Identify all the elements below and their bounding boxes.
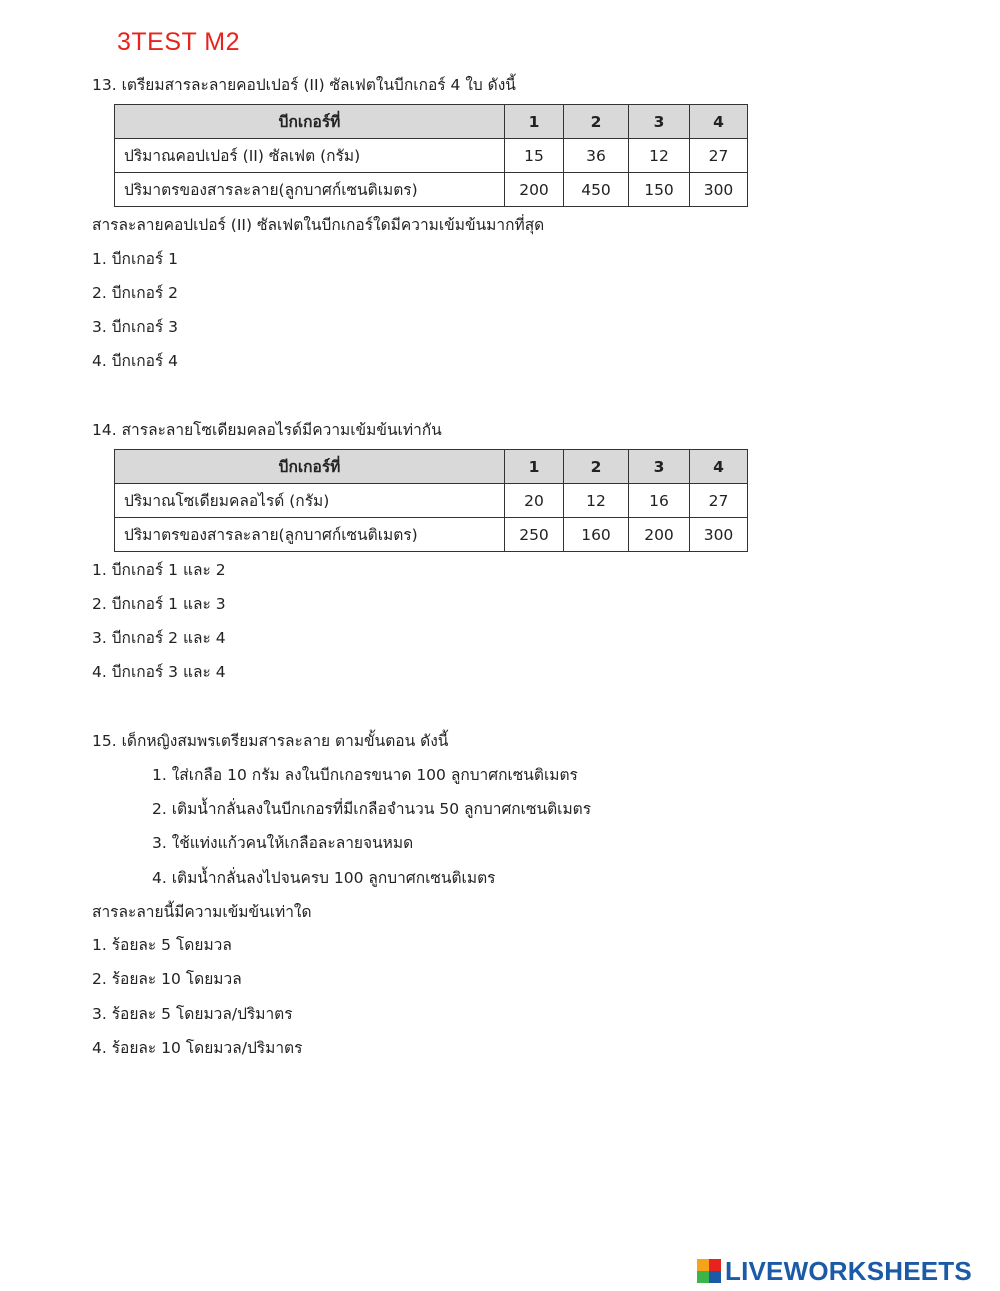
table-cell: 36: [564, 139, 629, 173]
question-13-text: 13. เตรียมสารละลายคอปเปอร์ (II) ซัลเฟตในบีกเกอร์ 4 ใบ ดังนี้: [92, 76, 516, 94]
question-13-prompt: สารละลายคอปเปอร์ (II) ซัลเฟตในบีกเกอร์ใดมีความเข้มข้นมากที่สุด: [92, 216, 545, 234]
answer-option[interactable]: 1. บีกเกอร์ 1 และ 2: [92, 561, 226, 579]
question-15-prompt: สารละลายนี้มีความเข้มข้นเท่าใด: [92, 903, 312, 921]
table-header-row: [115, 450, 748, 484]
table-cell: 16: [629, 484, 690, 518]
table-cell: ปริมาณโซเดียมคลอไรด์ (กรัม): [115, 484, 505, 518]
table-header-cell: 4: [690, 450, 748, 484]
table-cell: ปริมาตรของสารละลาย(ลูกบาศก์เซนติเมตร): [115, 518, 505, 552]
table-cell: 300: [690, 173, 748, 207]
table-cell: 250: [505, 518, 564, 552]
table-row: [115, 173, 748, 207]
answer-option[interactable]: 2. ร้อยละ 10 โดยมวล: [92, 970, 242, 988]
procedure-step: 3. ใช้แท่งแก้วคนให้เกลือละลายจนหมด: [152, 834, 414, 852]
table-cell: 300: [690, 518, 748, 552]
table-header-cell: 3: [629, 105, 690, 139]
answer-option[interactable]: 3. บีกเกอร์ 2 และ 4: [92, 629, 226, 647]
answer-option[interactable]: 1. ร้อยละ 5 โดยมวล: [92, 936, 232, 954]
table-cell: 450: [564, 173, 629, 207]
answer-option[interactable]: 4. บีกเกอร์ 4: [92, 352, 179, 370]
question-14-table: [114, 449, 748, 552]
table-cell: 200: [505, 173, 564, 207]
question-15-text: 15. เด็กหญิงสมพรเตรียมสารละลาย ตามขั้นตอน ดังนี้: [92, 732, 449, 750]
table-header-row: [115, 105, 748, 139]
brand-name: LIVEWORKSHEETS: [725, 1255, 972, 1286]
answer-option[interactable]: 3. บีกเกอร์ 3: [92, 318, 179, 336]
procedure-step: 2. เติมน้ำกลั่นลงในบีกเกอรที่มีเกลือจำนวน 50 ลูกบาศกเซนติเมตร: [152, 800, 592, 818]
answer-option[interactable]: 2. บีกเกอร์ 2: [92, 284, 179, 302]
table-cell: ปริมาณคอปเปอร์ (II) ซัลเฟต (กรัม): [115, 139, 505, 173]
answer-option[interactable]: 3. ร้อยละ 5 โดยมวล/ปริมาตร: [92, 1005, 293, 1023]
table-header-cell: 1: [505, 450, 564, 484]
table-cell: 20: [505, 484, 564, 518]
table-row: [115, 139, 748, 173]
table-header-cell: 1: [505, 105, 564, 139]
liveworksheets-logo-icon: [697, 1259, 721, 1283]
table-cell: ปริมาตรของสารละลาย(ลูกบาศก์เซนติเมตร): [115, 173, 505, 207]
answer-option[interactable]: 4. บีกเกอร์ 3 และ 4: [92, 663, 226, 681]
table-row: [115, 484, 748, 518]
liveworksheets-brand: [697, 1256, 972, 1286]
question-13-table: [114, 104, 748, 207]
table-row: [115, 518, 748, 552]
table-header-cell: 4: [690, 105, 748, 139]
table-cell: 12: [629, 139, 690, 173]
answer-option[interactable]: 4. ร้อยละ 10 โดยมวล/ปริมาตร: [92, 1039, 303, 1057]
table-cell: 160: [564, 518, 629, 552]
table-header-cell: บีกเกอร์ที่: [115, 105, 505, 139]
table-cell: 15: [505, 139, 564, 173]
answer-option[interactable]: 2. บีกเกอร์ 1 และ 3: [92, 595, 226, 613]
question-14-text: 14. สารละลายโซเดียมคลอไรด์มีความเข้มข้นเท่ากัน: [92, 421, 442, 439]
table-header-cell: 3: [629, 450, 690, 484]
answer-option[interactable]: 1. บีกเกอร์ 1: [92, 250, 179, 268]
page-title: 3TEST M2: [117, 28, 241, 56]
table-header-cell: 2: [564, 450, 629, 484]
procedure-step: 4. เติมน้ำกลั่นลงไปจนครบ 100 ลูกบาศกเซนติเมตร: [152, 869, 496, 887]
table-cell: 27: [690, 484, 748, 518]
table-cell: 27: [690, 139, 748, 173]
table-header-cell: 2: [564, 105, 629, 139]
table-cell: 12: [564, 484, 629, 518]
table-header-cell: บีกเกอร์ที่: [115, 450, 505, 484]
procedure-step: 1. ใส่เกลือ 10 กรัม ลงในบีกเกอรขนาด 100 ลูกบาศกเซนติเมตร: [152, 766, 578, 784]
table-cell: 150: [629, 173, 690, 207]
table-cell: 200: [629, 518, 690, 552]
